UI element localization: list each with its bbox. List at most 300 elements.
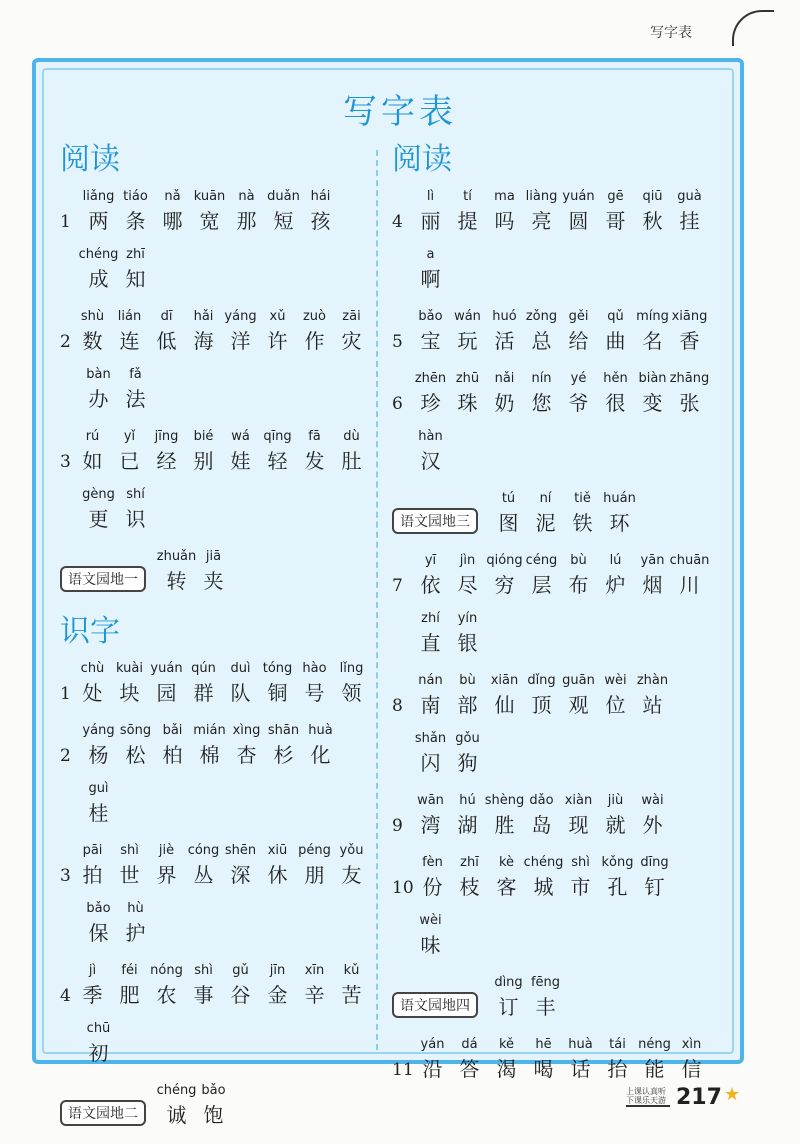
character-cell — [111, 308, 148, 356]
pinyin: zhí — [421, 611, 440, 626]
pinyin: xiāng — [671, 309, 708, 324]
character-cell — [117, 188, 154, 236]
pinyin: zhū — [455, 371, 480, 386]
hanzi: 就 — [605, 813, 626, 837]
character-list — [80, 1020, 117, 1068]
hanzi: 闪 — [420, 751, 441, 775]
pinyin: shì — [571, 855, 590, 870]
unit-review-group — [392, 490, 712, 538]
pinyin: chéng — [78, 247, 119, 262]
character-cell — [486, 552, 523, 600]
character-cell — [671, 370, 708, 418]
hanzi: 市 — [570, 875, 591, 899]
character-cell — [449, 672, 486, 720]
hanzi: 部 — [457, 693, 478, 717]
character-cell — [671, 188, 708, 236]
pinyin: pāi — [82, 843, 103, 858]
character-row — [60, 842, 370, 890]
header-label: 写字表 — [650, 25, 692, 41]
hanzi: 丰 — [535, 995, 556, 1019]
hanzi: 给 — [568, 329, 589, 353]
character-cell — [673, 1036, 710, 1084]
hanzi: 肥 — [119, 983, 140, 1007]
hanzi: 棉 — [199, 743, 220, 767]
pinyin: dīng — [640, 855, 669, 870]
pinyin: guà — [677, 189, 702, 204]
section-heading: 阅读 — [392, 142, 452, 177]
pinyin: yǒu — [339, 843, 364, 858]
character-cell — [525, 1036, 562, 1084]
hanzi: 尽 — [457, 573, 478, 597]
character-cell — [80, 900, 117, 948]
hanzi: 连 — [119, 329, 140, 353]
pinyin: xǔ — [269, 309, 286, 324]
hanzi: 宽 — [199, 209, 220, 233]
lesson-group — [392, 188, 712, 294]
hanzi: 穷 — [494, 573, 515, 597]
pinyin: gǒu — [455, 731, 480, 746]
hanzi: 份 — [422, 875, 443, 899]
pinyin: yé — [570, 371, 587, 386]
character-cell — [265, 188, 302, 236]
pinyin: dá — [461, 1037, 478, 1052]
hanzi: 那 — [236, 209, 257, 233]
pinyin: shí — [126, 487, 145, 502]
hanzi: 信 — [681, 1057, 702, 1081]
lesson-number: 3 — [60, 452, 71, 472]
lesson-number: 5 — [392, 332, 403, 352]
pinyin: tiě — [574, 491, 591, 506]
pinyin: hǎi — [193, 309, 214, 324]
hanzi: 灾 — [341, 329, 362, 353]
character-cell — [486, 672, 523, 720]
hanzi: 活 — [494, 329, 515, 353]
hanzi: 条 — [125, 209, 146, 233]
pinyin: lì — [426, 189, 435, 204]
character-cell — [597, 672, 634, 720]
character-row — [60, 1082, 370, 1130]
hanzi: 枝 — [459, 875, 480, 899]
pinyin: hào — [302, 661, 327, 676]
character-row — [60, 486, 370, 534]
character-row — [392, 854, 712, 902]
pinyin: shì — [194, 963, 213, 978]
hanzi: 海 — [193, 329, 214, 353]
character-cell — [259, 428, 296, 476]
character-cell — [148, 308, 185, 356]
hanzi: 布 — [568, 573, 589, 597]
character-cell — [634, 308, 671, 356]
character-cell — [222, 660, 259, 708]
pinyin: dǎo — [529, 793, 554, 808]
character-list — [414, 854, 673, 902]
character-cell — [148, 660, 185, 708]
lesson-number-spacer — [392, 654, 412, 658]
character-list — [158, 548, 232, 596]
pinyin: nán — [418, 673, 443, 688]
hanzi: 杉 — [273, 743, 294, 767]
character-cell — [486, 370, 523, 418]
hanzi: 辛 — [304, 983, 325, 1007]
hanzi: 客 — [496, 875, 517, 899]
hanzi: 曲 — [605, 329, 626, 353]
character-cell — [562, 854, 599, 902]
hanzi: 数 — [82, 329, 103, 353]
character-cell — [560, 370, 597, 418]
pinyin: yuán — [562, 189, 595, 204]
character-list — [412, 912, 449, 960]
hanzi: 秋 — [642, 209, 663, 233]
character-cell — [222, 308, 259, 356]
character-cell — [449, 308, 486, 356]
character-list — [74, 660, 370, 708]
pinyin: lú — [609, 553, 622, 568]
unit-review-group — [60, 548, 370, 596]
character-cell — [599, 1036, 636, 1084]
lesson-number: 1 — [60, 212, 71, 232]
hanzi: 层 — [531, 573, 552, 597]
character-cell — [412, 370, 449, 418]
character-cell — [185, 660, 222, 708]
pinyin: kě — [498, 1037, 515, 1052]
page-number: 217 — [676, 1084, 722, 1110]
lesson-number: 6 — [392, 394, 403, 414]
lesson-number-spacer — [60, 824, 80, 828]
lesson-group — [60, 428, 370, 534]
hanzi: 别 — [193, 449, 214, 473]
character-cell — [523, 552, 560, 600]
pinyin: chéng — [156, 1083, 197, 1098]
character-list — [490, 490, 638, 538]
pinyin: zhī — [460, 855, 479, 870]
character-cell — [74, 842, 111, 890]
character-cell — [412, 428, 449, 476]
pinyin: lián — [117, 309, 142, 324]
character-cell — [259, 842, 296, 890]
hanzi: 发 — [304, 449, 325, 473]
pinyin: hù — [127, 901, 144, 916]
character-cell — [117, 900, 154, 948]
hanzi: 友 — [341, 863, 362, 887]
hanzi: 珠 — [457, 391, 478, 415]
lesson-number-spacer — [392, 472, 412, 476]
character-list — [74, 308, 370, 356]
pinyin: dìng — [494, 975, 523, 990]
character-cell — [412, 912, 449, 960]
hanzi: 哥 — [605, 209, 626, 233]
pinyin: tiáo — [123, 189, 148, 204]
hanzi: 总 — [531, 329, 552, 353]
character-list — [412, 552, 708, 600]
hanzi: 沿 — [422, 1057, 443, 1081]
footer-slogan: 上课认真听 下课乐天游 — [626, 1087, 670, 1107]
pinyin: wèi — [419, 913, 442, 928]
character-list — [80, 188, 339, 236]
lesson-number: 1 — [60, 684, 71, 704]
pinyin: yáng — [224, 309, 257, 324]
character-cell — [302, 722, 339, 770]
character-row — [392, 188, 712, 236]
hanzi: 桂 — [88, 801, 109, 825]
character-cell — [523, 308, 560, 356]
hanzi: 法 — [125, 387, 146, 411]
character-cell — [671, 308, 708, 356]
lesson-number: 9 — [392, 816, 403, 836]
hanzi: 丛 — [193, 863, 214, 887]
character-cell — [185, 962, 222, 1010]
character-list — [74, 428, 370, 476]
pinyin: qún — [191, 661, 216, 676]
unit-review-group — [60, 1082, 370, 1130]
character-cell — [414, 854, 451, 902]
lesson-group — [392, 1036, 712, 1084]
pinyin: nǎ — [164, 189, 181, 204]
character-cell — [488, 854, 525, 902]
hanzi: 宝 — [420, 329, 441, 353]
pinyin: zhī — [126, 247, 145, 262]
character-cell — [158, 1082, 195, 1130]
pinyin: jiè — [158, 843, 175, 858]
lesson-group — [60, 308, 370, 414]
hanzi: 汉 — [420, 449, 441, 473]
pinyin: yī — [424, 553, 437, 568]
right-column — [392, 138, 712, 1098]
character-cell — [148, 428, 185, 476]
character-row — [60, 780, 370, 828]
unit-review-badge: 语文园地一 — [60, 566, 146, 592]
pinyin: nǎi — [494, 371, 515, 386]
hanzi: 炉 — [605, 573, 626, 597]
pinyin: duǎn — [267, 189, 300, 204]
pinyin: huó — [492, 309, 517, 324]
hanzi: 香 — [679, 329, 700, 353]
character-cell — [636, 1036, 673, 1084]
hanzi: 保 — [88, 921, 109, 945]
hanzi: 世 — [119, 863, 140, 887]
character-cell — [80, 486, 117, 534]
character-cell — [185, 308, 222, 356]
character-cell — [449, 730, 486, 778]
character-row — [392, 672, 712, 720]
unit-review-group — [392, 974, 712, 1022]
hanzi: 经 — [156, 449, 177, 473]
character-row — [392, 1036, 712, 1084]
header-bracket-decoration — [732, 10, 774, 46]
character-cell — [523, 370, 560, 418]
unit-review-badge: 语文园地二 — [60, 1100, 146, 1126]
character-list — [158, 1082, 232, 1130]
character-list — [412, 672, 671, 720]
hanzi: 领 — [341, 681, 362, 705]
pinyin: bù — [570, 553, 587, 568]
character-row — [392, 974, 712, 1022]
character-row — [60, 900, 370, 948]
hanzi: 饱 — [203, 1103, 224, 1127]
unit-review-badge: 语文园地四 — [392, 992, 478, 1018]
character-cell — [191, 722, 228, 770]
hanzi: 能 — [644, 1057, 665, 1081]
character-cell — [490, 974, 527, 1022]
character-list — [412, 610, 486, 658]
pinyin: guān — [562, 673, 595, 688]
pinyin: qióng — [486, 553, 523, 568]
character-list — [74, 842, 370, 890]
lesson-number-spacer — [60, 944, 80, 948]
character-cell — [259, 308, 296, 356]
pinyin: dī — [160, 309, 173, 324]
pinyin: shù — [80, 309, 105, 324]
character-cell — [414, 1036, 451, 1084]
hanzi: 办 — [88, 387, 109, 411]
pinyin: biàn — [638, 371, 667, 386]
character-cell — [523, 792, 560, 840]
hanzi: 事 — [193, 983, 214, 1007]
character-cell — [185, 428, 222, 476]
character-cell — [486, 188, 523, 236]
character-cell — [195, 1082, 232, 1130]
pinyin: huà — [308, 723, 333, 738]
pinyin: yuán — [150, 661, 183, 676]
hanzi: 吗 — [494, 209, 515, 233]
hanzi: 答 — [459, 1057, 480, 1081]
hanzi: 农 — [156, 983, 177, 1007]
hanzi: 顶 — [531, 693, 552, 717]
pinyin: yān — [640, 553, 665, 568]
hanzi: 许 — [267, 329, 288, 353]
pinyin: xiān — [490, 673, 519, 688]
hanzi: 川 — [679, 573, 700, 597]
lesson-group — [60, 962, 370, 1068]
pinyin: tú — [501, 491, 516, 506]
lesson-number: 4 — [392, 212, 403, 232]
hanzi: 烟 — [642, 573, 663, 597]
character-list — [80, 246, 154, 294]
pinyin: shèng — [484, 793, 525, 808]
hanzi: 城 — [533, 875, 554, 899]
pinyin: qīng — [263, 429, 292, 444]
pinyin: gē — [607, 189, 624, 204]
pinyin: fǎ — [129, 367, 142, 382]
hanzi: 诚 — [166, 1103, 187, 1127]
character-cell — [486, 792, 523, 840]
character-list — [412, 188, 708, 236]
character-row — [392, 490, 712, 538]
character-cell — [333, 428, 370, 476]
character-cell — [562, 1036, 599, 1084]
pinyin: nà — [238, 189, 255, 204]
character-row — [60, 660, 370, 708]
pinyin: jìn — [459, 553, 476, 568]
hanzi: 您 — [531, 391, 552, 415]
pinyin: yǐ — [123, 429, 136, 444]
lesson-group — [60, 660, 370, 708]
character-row — [392, 730, 712, 778]
character-cell — [412, 672, 449, 720]
hanzi: 圆 — [568, 209, 589, 233]
lesson-number-spacer — [60, 410, 80, 414]
pinyin: bàn — [86, 367, 111, 382]
hanzi: 玩 — [457, 329, 478, 353]
character-cell — [634, 672, 671, 720]
character-cell — [154, 188, 191, 236]
hanzi: 丽 — [420, 209, 441, 233]
pinyin: dù — [343, 429, 360, 444]
lesson-number-spacer — [392, 290, 412, 294]
pinyin: xiàn — [564, 793, 593, 808]
character-cell — [195, 548, 232, 596]
pinyin: wài — [641, 793, 664, 808]
character-cell — [597, 370, 634, 418]
lesson-group — [60, 188, 370, 294]
hanzi: 朋 — [304, 863, 325, 887]
character-list — [80, 780, 117, 828]
hanzi: 亮 — [531, 209, 552, 233]
character-cell — [449, 370, 486, 418]
hanzi: 渴 — [496, 1057, 517, 1081]
pinyin: gěi — [568, 309, 589, 324]
character-cell — [636, 854, 673, 902]
lesson-number-spacer — [60, 290, 80, 294]
pinyin: céng — [525, 553, 558, 568]
page-title: 写字表 — [343, 92, 457, 132]
character-cell — [412, 246, 449, 294]
hanzi: 岛 — [531, 813, 552, 837]
character-cell — [560, 188, 597, 236]
character-cell — [302, 188, 339, 236]
character-row — [392, 370, 712, 418]
hanzi: 休 — [267, 863, 288, 887]
character-cell — [191, 188, 228, 236]
character-cell — [634, 552, 671, 600]
pinyin: shǎn — [414, 731, 447, 746]
character-list — [412, 308, 708, 356]
character-list — [490, 974, 564, 1022]
character-cell — [412, 308, 449, 356]
pinyin: lǐng — [339, 661, 364, 676]
lesson-number: 2 — [60, 332, 71, 352]
character-cell — [333, 842, 370, 890]
character-list — [74, 962, 370, 1010]
pinyin: kuài — [116, 661, 143, 676]
pinyin: chuān — [669, 553, 710, 568]
lesson-group — [392, 552, 712, 658]
character-cell — [597, 792, 634, 840]
lesson-group — [392, 792, 712, 840]
lesson-number-spacer — [60, 530, 80, 534]
character-cell — [222, 962, 259, 1010]
section-heading: 识字 — [60, 614, 120, 649]
hanzi: 短 — [273, 209, 294, 233]
hanzi: 块 — [119, 681, 140, 705]
character-cell — [296, 962, 333, 1010]
character-cell — [634, 792, 671, 840]
character-cell — [597, 188, 634, 236]
pinyin: néng — [638, 1037, 671, 1052]
character-cell — [560, 792, 597, 840]
character-cell — [599, 854, 636, 902]
pinyin: féi — [121, 963, 138, 978]
character-cell — [80, 246, 117, 294]
character-cell — [158, 548, 195, 596]
character-cell — [111, 842, 148, 890]
pinyin: kuān — [193, 189, 226, 204]
character-cell — [148, 962, 185, 1010]
pinyin: huà — [568, 1037, 593, 1052]
page-footer — [626, 1086, 724, 1108]
character-cell — [265, 722, 302, 770]
hanzi: 谷 — [230, 983, 251, 1007]
hanzi: 知 — [125, 267, 146, 291]
